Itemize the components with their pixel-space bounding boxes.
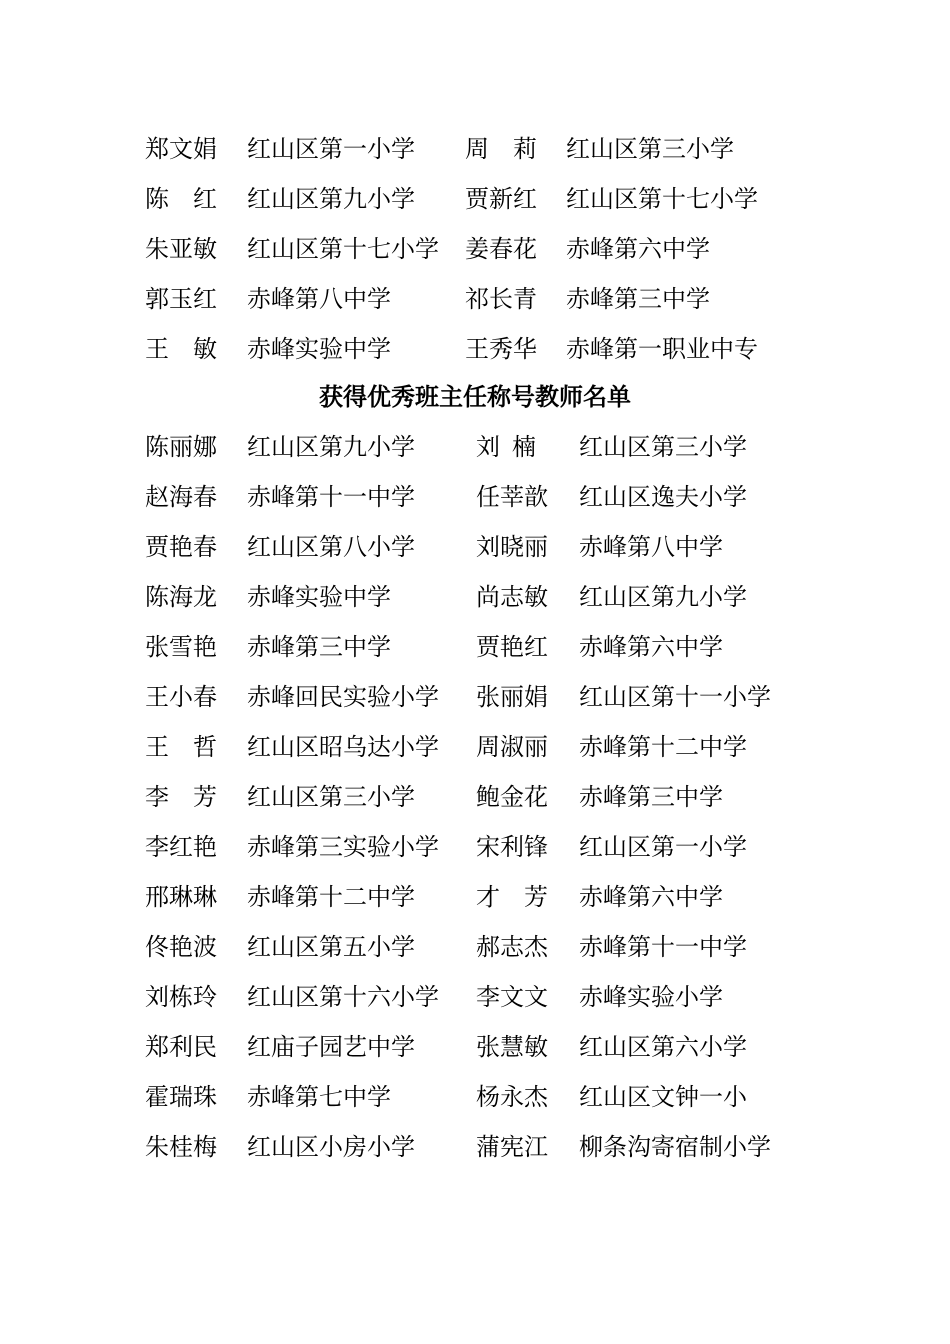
school-name: 红山区第三小学 xyxy=(566,135,734,163)
teacher-name: 郝志杰 xyxy=(476,933,548,961)
teacher-name: 王小春 xyxy=(145,683,217,711)
list-row xyxy=(0,622,950,672)
teacher-name: 张丽娟 xyxy=(476,683,548,711)
school-name: 赤峰第一职业中专 xyxy=(566,335,758,363)
list-row xyxy=(0,324,950,374)
school-name: 赤峰第八中学 xyxy=(579,533,723,561)
school-name: 红山区第十一小学 xyxy=(579,683,771,711)
list-row xyxy=(0,722,950,772)
teacher-name: 贾艳红 xyxy=(476,633,548,661)
teacher-name: 周淑丽 xyxy=(476,733,548,761)
teacher-name: 祁长青 xyxy=(465,285,537,313)
school-name: 红山区逸夫小学 xyxy=(579,483,747,511)
school-name: 赤峰第六中学 xyxy=(579,633,723,661)
school-name: 赤峰实验中学 xyxy=(247,583,391,611)
teacher-name: 陈海龙 xyxy=(145,583,217,611)
teacher-name: 才 芳 xyxy=(476,883,548,911)
teacher-name: 周 莉 xyxy=(465,135,537,163)
school-name: 红山区昭乌达小学 xyxy=(247,733,439,761)
school-name: 赤峰第十二中学 xyxy=(579,733,747,761)
teacher-name: 杨永杰 xyxy=(476,1083,548,1111)
list-row xyxy=(0,1072,950,1122)
teacher-list-section-2 xyxy=(0,422,950,1172)
school-name: 红山区第三小学 xyxy=(247,783,415,811)
list-row xyxy=(0,572,950,622)
section-title: 获得优秀班主任称号教师名单 xyxy=(319,382,631,411)
school-name: 红山区第一小学 xyxy=(579,833,747,861)
school-name: 红山区第九小学 xyxy=(247,433,415,461)
teacher-name: 朱亚敏 xyxy=(145,235,217,263)
teacher-name: 蒲宪江 xyxy=(476,1133,548,1161)
teacher-name: 张雪艳 xyxy=(145,633,217,661)
list-row xyxy=(0,922,950,972)
school-name: 红山区第八小学 xyxy=(247,533,415,561)
school-name: 赤峰第八中学 xyxy=(247,285,391,313)
school-name: 红山区第十六小学 xyxy=(247,983,439,1011)
teacher-name: 李文文 xyxy=(476,983,548,1011)
teacher-name: 鲍金花 xyxy=(476,783,548,811)
teacher-name: 刘栋玲 xyxy=(145,983,217,1011)
list-row xyxy=(0,772,950,822)
teacher-name: 任莘歆 xyxy=(476,483,548,511)
school-name: 赤峰第六中学 xyxy=(579,883,723,911)
list-row xyxy=(0,672,950,722)
teacher-name: 郑文娟 xyxy=(145,135,217,163)
list-row xyxy=(0,972,950,1022)
school-name: 赤峰回民实验小学 xyxy=(247,683,439,711)
teacher-name: 朱桂梅 xyxy=(145,1133,217,1161)
school-name: 柳条沟寄宿制小学 xyxy=(579,1133,771,1161)
school-name: 红山区第九小学 xyxy=(579,583,747,611)
school-name: 红山区文钟一小 xyxy=(579,1083,747,1111)
teacher-name: 贾艳春 xyxy=(145,533,217,561)
teacher-name: 陈丽娜 xyxy=(145,433,217,461)
list-row xyxy=(0,472,950,522)
list-row xyxy=(0,422,950,472)
teacher-name: 尚志敏 xyxy=(476,583,548,611)
teacher-name: 邢琳琳 xyxy=(145,883,217,911)
list-row xyxy=(0,1122,950,1172)
school-name: 红山区第五小学 xyxy=(247,933,415,961)
teacher-name: 郑利民 xyxy=(145,1033,217,1061)
school-name: 红山区第一小学 xyxy=(247,135,415,163)
school-name: 红山区小房小学 xyxy=(247,1133,415,1161)
teacher-name: 李 芳 xyxy=(145,783,217,811)
school-name: 赤峰第十一中学 xyxy=(579,933,747,961)
school-name: 赤峰第三中学 xyxy=(579,783,723,811)
teacher-name: 刘晓丽 xyxy=(476,533,548,561)
teacher-name: 郭玉红 xyxy=(145,285,217,313)
school-name: 赤峰第七中学 xyxy=(247,1083,391,1111)
teacher-name: 王 哲 xyxy=(145,733,217,761)
teacher-name: 刘 楠 xyxy=(476,433,536,461)
school-name: 赤峰第十一中学 xyxy=(247,483,415,511)
school-name: 红庙子园艺中学 xyxy=(247,1033,415,1061)
list-row xyxy=(0,872,950,922)
teacher-name: 王 敏 xyxy=(145,335,217,363)
teacher-name: 赵海春 xyxy=(145,483,217,511)
teacher-name: 陈 红 xyxy=(145,185,217,213)
list-row xyxy=(0,522,950,572)
school-name: 赤峰实验中学 xyxy=(247,335,391,363)
school-name: 红山区第九小学 xyxy=(247,185,415,213)
school-name: 红山区第三小学 xyxy=(579,433,747,461)
school-name: 赤峰第三中学 xyxy=(247,633,391,661)
teacher-name: 李红艳 xyxy=(145,833,217,861)
teacher-name: 佟艳波 xyxy=(145,933,217,961)
list-row xyxy=(0,1022,950,1072)
school-name: 红山区第六小学 xyxy=(579,1033,747,1061)
school-name: 红山区第十七小学 xyxy=(566,185,758,213)
school-name: 赤峰第三实验小学 xyxy=(247,833,439,861)
school-name: 赤峰第十二中学 xyxy=(247,883,415,911)
school-name: 赤峰实验小学 xyxy=(579,983,723,1011)
list-row xyxy=(0,174,950,224)
list-row xyxy=(0,224,950,274)
teacher-name: 霍瑞珠 xyxy=(145,1083,217,1111)
teacher-list-section-1 xyxy=(0,124,950,374)
school-name: 赤峰第六中学 xyxy=(566,235,710,263)
teacher-name: 张慧敏 xyxy=(476,1033,548,1061)
list-row xyxy=(0,124,950,174)
list-row xyxy=(0,822,950,872)
teacher-name: 王秀华 xyxy=(465,335,537,363)
teacher-name: 宋利锋 xyxy=(476,833,548,861)
teacher-name: 姜春花 xyxy=(465,235,537,263)
teacher-name: 贾新红 xyxy=(465,185,537,213)
school-name: 红山区第十七小学 xyxy=(247,235,439,263)
list-row xyxy=(0,274,950,324)
school-name: 赤峰第三中学 xyxy=(566,285,710,313)
